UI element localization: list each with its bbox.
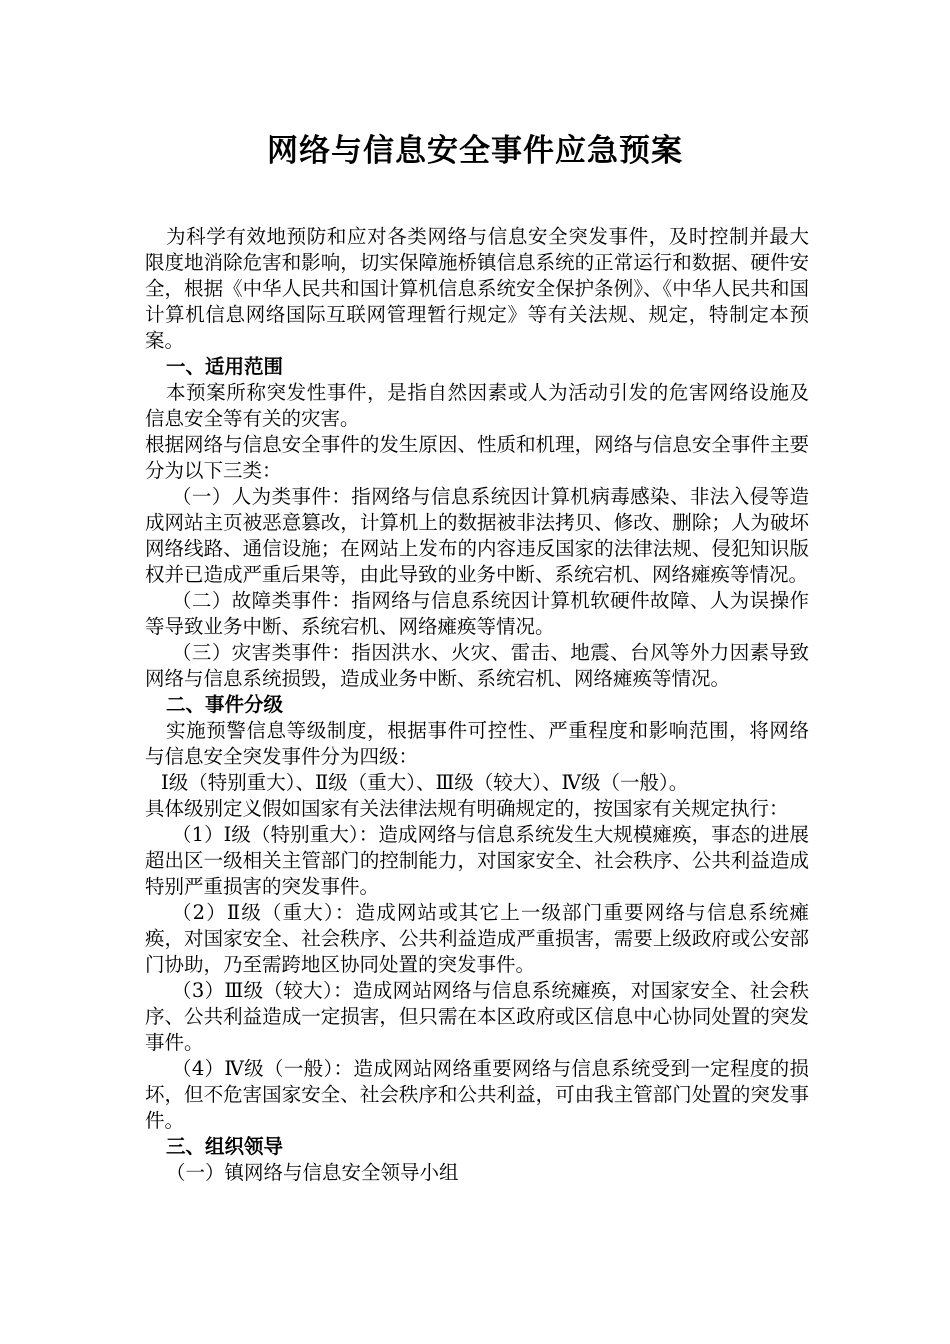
category-human-paragraph: （一）人为类事件：指网络与信息系统因计算机病毒感染、非法入侵等造成网站主页被恶意篡改，计算机上的数据被非法拷贝、修改、删除；人为破坏网络线路、通信设施；在网站上发布的内容违反国家的法律法规、侵犯知识版权并已造成严重后果等，由此导致的业务中断、系统宕机、网络瘫痪等情况。 xyxy=(145,485,809,586)
scope-definition-paragraph: 本预案所称突发性事件，是指自然因素或人为活动引发的危害网络设施及信息安全等有关的灾害。 xyxy=(145,381,809,430)
level-4-paragraph: （4）Ⅳ级（一般）：造成网站网络重要网络与信息系统受到一定程度的损坏，但不危害国家安全、社会秩序和公共利益，可由我主管部门处置的突发事件。 xyxy=(145,1057,809,1132)
scope-classification-paragraph: 根据网络与信息安全事件的发生原因、性质和机理，网络与信息安全事件主要分为以下三类： xyxy=(145,433,809,482)
intro-paragraph: 为科学有效地预防和应对各类网络与信息安全突发事件，及时控制并最大限度地消除危害和影响，切实保障施桥镇信息系统的正常运行和数据、硬件安全，根据《中华人民共和国计算机信息系统安全保护条例》、《中华人民共和国计算机信息网络国际互联网管理暂行规定》等有关法规、规定，特制定本预案。 xyxy=(145,225,809,352)
level-3-paragraph: （3）Ⅲ级（较大）：造成网站网络与信息系统瘫痪，对国家安全、社会秩序、公共利益造成一定损害，但只需在本区政府或区信息中心协同处置的突发事件。 xyxy=(145,979,809,1054)
category-fault-paragraph: （二）故障类事件：指网络与信息系统因计算机软硬件故障、人为误操作等导致业务中断、系统宕机、网络瘫痪等情况。 xyxy=(145,589,809,638)
section-heading-grading: 二、事件分级 xyxy=(166,693,284,716)
category-disaster-paragraph: （三）灾害类事件：指因洪水、火灾、雷击、地震、台风等外力因素导致网络与信息系统损毁，造成业务中断、系统宕机、网络瘫痪等情况。 xyxy=(145,641,809,690)
section-heading-organization: 三、组织领导 xyxy=(166,1135,284,1158)
grading-levels-line: Ⅰ级（特别重大）、Ⅱ级（重大）、Ⅲ级（较大）、Ⅳ级（一般）。 xyxy=(161,771,689,794)
level-2-paragraph: （2）Ⅱ级（重大）：造成网站或其它上一级部门重要网络与信息系统瘫痪，对国家安全、社会秩序、公共利益造成严重损害，需要上级政府或公安部门协助，乃至需跨地区协同处置的突发事件。 xyxy=(145,901,809,976)
document-body xyxy=(145,224,809,1186)
grading-intro-paragraph: 实施预警信息等级制度，根据事件可控性、严重程度和影响范围，将网络与信息安全突发事件分为四级： xyxy=(145,719,809,768)
grading-definition-paragraph: 具体级别定义假如国家有关法律法规有明确规定的，按国家有关规定执行： xyxy=(145,797,789,820)
organization-subheading: （一）镇网络与信息安全领导小组 xyxy=(166,1161,459,1184)
section-heading-scope: 一、适用范围 xyxy=(166,355,284,378)
document-title: 网络与信息安全事件应急预案 xyxy=(267,133,683,169)
level-1-paragraph: （1）Ⅰ级（特别重大）：造成网络与信息系统发生大规模瘫痪，事态的进展超出区一级相关主管部门的控制能力，对国家安全、社会秩序、公共利益造成特别严重损害的突发事件。 xyxy=(145,823,809,898)
